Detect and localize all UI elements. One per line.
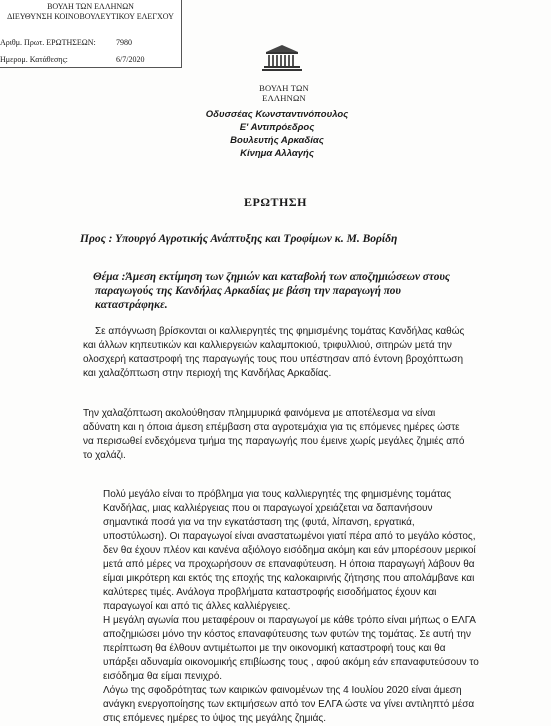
text-line: ανάγκη ενεργοποίησης των εκτιμήσεων από τον ΕΛΓΑ ώστε να γίνει αντιληπτό μέσα	[103, 699, 475, 710]
text-line: υποστύλωση). Οι παραγωγοί είναι αναστατωμένοι γιατί πέρα από το μεγάλο κόστος,	[103, 531, 476, 542]
stamp-date-label: Ημερομ. Κατάθεσης:	[0, 55, 68, 64]
text-line: αδύνατη και η όποια άμεση επέμβαση στα αγροτεμάχια για τις επόμενες ημέρες ώστε	[83, 422, 460, 433]
stamp-line2: ΔΙΕΥΘΥΝΣΗ ΚΟΙΝΟΒΟΥΛΕΥΤΙΚΟΥ ΕΛΕΓΧΟΥ	[7, 12, 174, 21]
stamp-line1: ΒΟΥΛΗ ΤΩΝ ΕΛΛΗΝΩΝ	[47, 2, 134, 11]
parliament-building-icon	[262, 43, 302, 73]
text-line: περίπτωση θα έλθουν αντιμέτωποι με την οικονομική καταστροφή τους και θα	[103, 643, 446, 654]
registration-stamp	[0, 0, 182, 68]
text-line: το χαλάζι.	[83, 450, 126, 461]
text-line: δεν θα έχουν πλέον και κανένα αξιόλογο εισόδημα ακόμη και εάν μπορέσουν μερικοί	[103, 545, 476, 556]
paragraph-3	[103, 488, 479, 726]
text-line: και χαλαζόπτωση στην περιοχή της Κανδήλας Αρκαδίας.	[83, 368, 332, 379]
text-line: αποζημιώσει μόνο την κόστος επαναφύτευσης των φυτών της τομάτας. Σε αυτή την	[103, 629, 471, 640]
sender-role: Ε' Αντιπρόεδρος	[239, 122, 315, 133]
sender-party: Κίνημα Αλλαγής	[240, 148, 314, 159]
sender-name: Οδυσσέας Κωνσταντινόπουλος	[205, 109, 349, 120]
paragraph-2	[83, 407, 464, 463]
text-line: υπάρξει αδυναμία οικονομικής επιβίωσης τους , αφού ακόμη εάν επαναφυτεύσουν το	[103, 657, 479, 668]
text-line: είμαι μικρότερη και εκτός της εποχής της καλοκαιρινής ζήτησης που απολάμβανε και	[103, 573, 475, 584]
text-line: καλύτερες τιμές. Ανάλογα προβλήματα καταστροφής εισοδήματος έχουν και	[103, 587, 437, 598]
subject-line: καταστράφηκε.	[95, 299, 168, 311]
text-line: Σε απόγνωση βρίσκονται οι καλλιεργητές της φημισμένης τομάτας Κανδήλας καθώς	[95, 326, 465, 337]
addressee-line: Προς : Υπουργό Αγροτικής Ανάπτυξης και Τροφίμων κ. Μ. Βορίδη	[80, 233, 398, 245]
text-line: να περισωθεί ενδεχόμενα τμήμα της παραγωγής που έμεινε χωρίς μεγάλες ζημιές από	[83, 436, 465, 447]
stamp-number-label: Αριθμ. Πρωτ. ΕΡΩΤΗΣΕΩΝ:	[0, 38, 96, 47]
subject-block	[93, 270, 493, 312]
document-title: ΕΡΩΤΗΣΗ	[244, 195, 307, 209]
subject-line: παραγωγούς της Κανδήλας Αρκαδίας με βάση την παραγωγή που	[95, 285, 401, 297]
sender-constituency: Βουλευτής Αρκαδίας	[230, 135, 324, 146]
stamp-date-value: 6/7/2020	[116, 55, 145, 64]
text-line: ολοσχερή καταστροφή της παραγωγής τους που υπέστησαν από έντονη βροχόπτωση	[83, 354, 464, 365]
text-line: Πολύ μεγάλο είναι το πρόβλημα για τους καλλιεργητές της φημισμένης τομάτας	[103, 489, 452, 500]
paragraph-1	[83, 325, 464, 381]
stamp-number-value: 7980	[116, 38, 132, 47]
text-line: και άλλων κηπευτικών και καλλιεργειών καλαμποκιού, τριφυλλιού, σιτηρών μετά την	[83, 340, 452, 351]
text-line: Η μεγάλη αγωνία που μεταφέρουν οι παραγωγοί με κάθε τρόπο είναι μήπως ο ΕΛΓΑ	[103, 615, 476, 626]
subject-line: Θέμα :Άμεση εκτίμηση των ζημιών και καταβολή των αποζημιώσεων στους	[93, 271, 450, 283]
text-line: στις επόμενες ημέρες το ύψος της μεγάλης ζημιάς.	[103, 713, 326, 724]
text-line: εισόδημα θα είμαι πενιχρό.	[103, 671, 223, 682]
text-line: Κανδήλας, μιας καλλιέργειας που οι παραγωγοί χρειάζεται να δαπανήσουν	[103, 503, 433, 514]
parliament-caption: ΒΟΥΛΗ ΤΩΝ ΕΛΛΗΝΩΝ	[259, 83, 309, 103]
text-line: Την χαλαζόπτωση ακολούθησαν πλημμυρικά φαινόμενα με αποτέλεσμα να είναι	[83, 408, 436, 419]
text-line: παραγωγοί και από τις άλλες καλλιέργειες.	[103, 601, 291, 612]
text-line: Λόγω της σφοδρότητας των καιρικών φαινομένων της 4 Ιουλίου 2020 είναι άμεση	[103, 685, 462, 696]
text-line: μετά από μέρες να προχωρήσουν σε επαναφύτευση. Η όποια παραγωγή λάβουν θα	[103, 559, 475, 570]
sender-block	[202, 108, 352, 160]
text-line: σημαντικά ποσά για να την εγκατάσταση της (φυτά, λίπανση, εργατικά,	[103, 517, 415, 528]
